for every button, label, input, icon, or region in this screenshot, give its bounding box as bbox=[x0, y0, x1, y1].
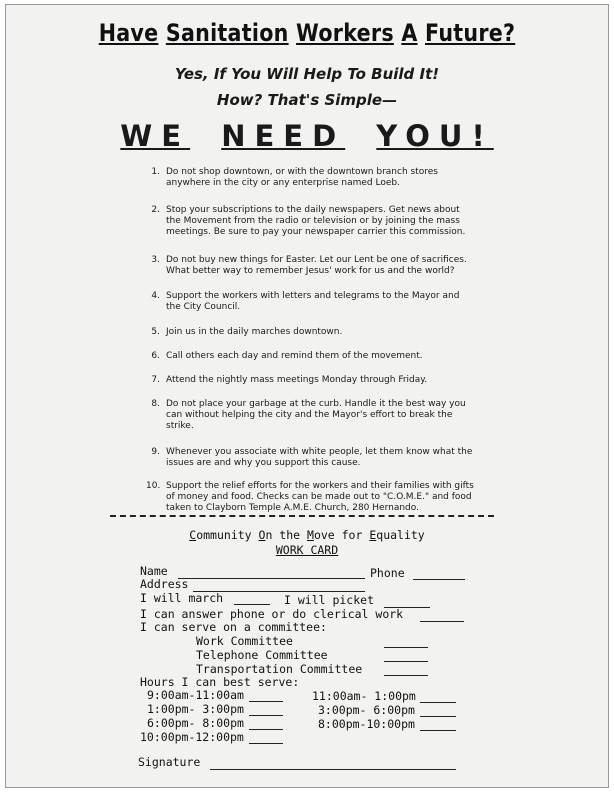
telephone-committee-field[interactable] bbox=[384, 661, 428, 662]
list-item-text: Join us in the daily marches downtown. bbox=[166, 327, 343, 337]
list-item-text: Do not shop downtown, or with the downtown branch stores anywhere in the city or any enterprise named Loeb. bbox=[166, 167, 438, 188]
list-item-text: Do not buy new things for Easter. Let our Lent be one of sacrifices. What better way to remember Jesus' work for us and the world? bbox=[166, 255, 467, 276]
hours-option-field[interactable] bbox=[249, 743, 283, 744]
list-item-text: Call others each day and remind them of the movement. bbox=[166, 351, 423, 361]
list-item-text: Whenever you associate with white people, let them know what the issues are and why you support this cause. bbox=[166, 447, 473, 468]
list-item-number: 9. bbox=[151, 447, 160, 457]
headline-word: NEED bbox=[221, 119, 346, 153]
list-item-number: 1. bbox=[151, 167, 160, 177]
transportation-committee-label: Transportation Committee bbox=[196, 662, 363, 676]
hours-option-field[interactable] bbox=[420, 730, 456, 731]
signature-label: Signature bbox=[138, 755, 201, 769]
headline-word: WE bbox=[120, 119, 191, 153]
hours-label: Hours I can best serve: bbox=[140, 675, 300, 689]
list-item-number: 2. bbox=[151, 205, 160, 215]
list-item-text: Attend the nightly mass meetings Monday through Friday. bbox=[166, 375, 428, 385]
work-committee-field[interactable] bbox=[384, 647, 428, 648]
picket-label: I will picket bbox=[284, 593, 375, 607]
signature-field[interactable] bbox=[210, 769, 456, 770]
list-item-number: 5. bbox=[151, 327, 160, 337]
march-field[interactable] bbox=[234, 604, 270, 605]
flyer-subtitle: Yes, If You Will Help To Build It! bbox=[174, 65, 440, 83]
work-committee-label: Work Committee bbox=[196, 634, 293, 648]
list-item-number: 8. bbox=[151, 399, 160, 409]
answer-phone-field[interactable] bbox=[420, 621, 464, 622]
list-item-number: 10. bbox=[146, 481, 161, 491]
title-word: Have bbox=[98, 19, 159, 47]
list-item-number: 4. bbox=[151, 291, 160, 301]
headline-word: YOU! bbox=[376, 119, 494, 153]
hours-option-label: 8:00pm-10:00pm bbox=[318, 717, 415, 731]
title-word: Sanitation bbox=[165, 19, 289, 47]
committee-label: I can serve on a committee: bbox=[140, 620, 327, 634]
hours-option-field[interactable] bbox=[249, 701, 283, 702]
list-item-number: 3. bbox=[151, 255, 160, 265]
title-word: A bbox=[401, 19, 418, 47]
flyer-subtitle-2: How? That's Simple— bbox=[216, 91, 398, 109]
march-label: I will march bbox=[140, 591, 224, 605]
hours-option-label: 3:00pm- 6:00pm bbox=[318, 703, 415, 717]
hours-option-field[interactable] bbox=[420, 702, 456, 703]
address-label: Address bbox=[140, 577, 189, 591]
telephone-committee-label: Telephone Committee bbox=[196, 648, 328, 662]
hours-option-label: 11:00am- 1:00pm bbox=[312, 689, 416, 703]
name-field[interactable] bbox=[178, 578, 365, 579]
organization-name: Community On the Move for Equality bbox=[189, 528, 425, 542]
cut-line bbox=[110, 515, 494, 517]
hours-option-field[interactable] bbox=[420, 716, 456, 717]
work-card-heading: WORK CARD bbox=[275, 543, 339, 557]
flyer-title bbox=[48, 19, 566, 47]
title-word: Workers bbox=[296, 19, 394, 47]
list-item-text: Support the relief efforts for the workers and their families with gifts of money and food. Checks can be made out to "C.O.M.E." and food taken to Clayborn Temple A.M.E. Church, 280 Hernando. bbox=[166, 481, 474, 513]
hours-option-field[interactable] bbox=[249, 729, 283, 730]
list-item-text: Stop your subscriptions to the daily newspapers. Get news about the Movement from the radio or television or by joining the mass meetings. Be sure to pay your newspaper carrier this commission. bbox=[166, 205, 466, 237]
hours-option-label: 10:00pm-12:00pm bbox=[140, 730, 244, 744]
phone-label: Phone bbox=[370, 566, 405, 580]
name-label: Name bbox=[140, 564, 168, 578]
hours-option-label: 1:00pm- 3:00pm bbox=[147, 702, 244, 716]
list-item-number: 7. bbox=[151, 375, 160, 385]
flyer-page bbox=[5, 4, 609, 788]
headline-we-need-you bbox=[6, 119, 608, 153]
hours-option-label: 9:00am-11:00am bbox=[147, 688, 244, 702]
title-word: Future? bbox=[424, 19, 516, 47]
list-item-text: Do not place your garbage at the curb. Handle it the best way you can without helping the city and the Mayor's effort to break the strike. bbox=[166, 399, 466, 431]
list-item-number: 6. bbox=[151, 351, 160, 361]
phone-field[interactable] bbox=[413, 579, 465, 580]
list-item-text: Support the workers with letters and telegrams to the Mayor and the City Council. bbox=[166, 291, 460, 312]
answer-phone-label: I can answer phone or do clerical work bbox=[140, 607, 404, 621]
transportation-committee-field[interactable] bbox=[384, 675, 428, 676]
hours-option-label: 6:00pm- 8:00pm bbox=[147, 716, 244, 730]
hours-option-field[interactable] bbox=[249, 715, 283, 716]
